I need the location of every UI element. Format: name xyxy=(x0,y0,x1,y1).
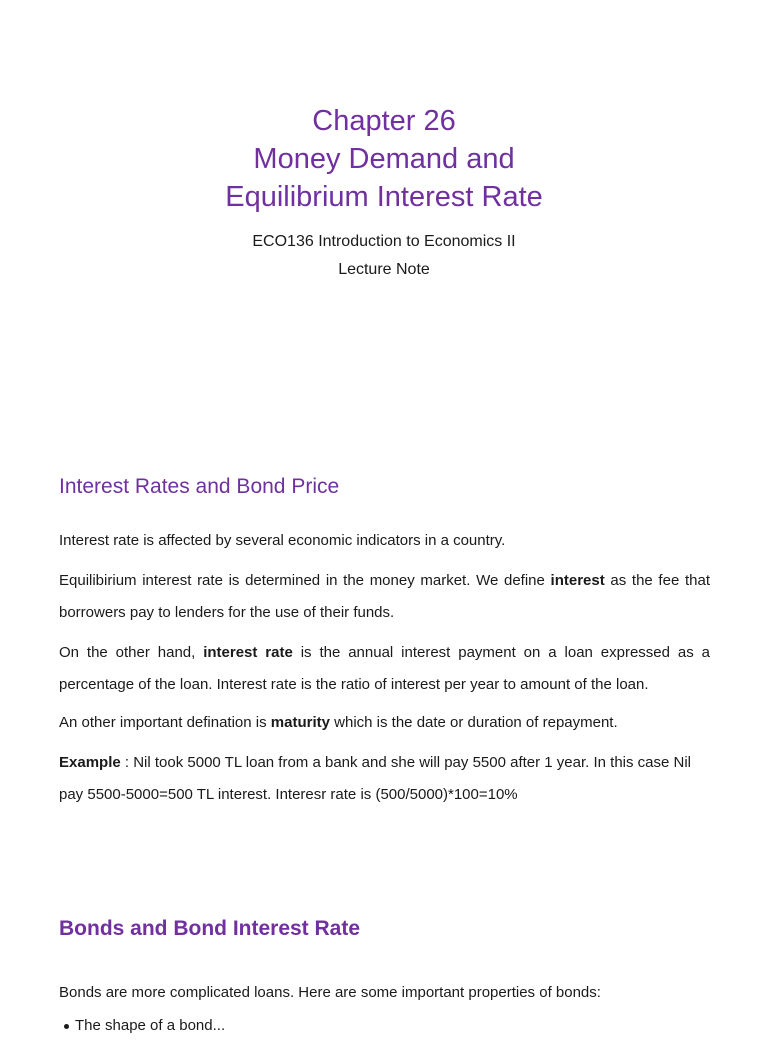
paragraph-text: is the annual interest payment on a loan expressed as a percentage of the loan. Interest rate is the ratio of interest per year to amount of the loan. xyxy=(59,644,710,693)
paragraph-interest-rate-definition xyxy=(59,637,710,700)
section-heading-interest-rates: Interest Rates and Bond Price xyxy=(59,475,340,498)
course-name: ECO136 Introduction to Economics II xyxy=(252,233,516,250)
paragraph-text: An other important defination is xyxy=(59,714,271,731)
term-interest-rate: interest rate xyxy=(203,644,293,661)
paragraph-interest-indicators: Interest rate is affected by several economic indicators in a country. xyxy=(59,532,506,549)
chapter-title-line-2: Money Demand and xyxy=(253,143,515,175)
term-maturity: maturity xyxy=(270,714,330,731)
term-example: Example xyxy=(59,754,121,771)
chapter-title xyxy=(0,102,768,216)
chapter-subtitle xyxy=(0,228,768,284)
bullet-item xyxy=(64,1012,225,1040)
paragraph-text: : Nil took 5000 TL loan from a bank and she will pay 5500 after 1 year. In this case Nil pay 5500-5000=500 TL interest. Interesr rate is (500/5000)*100=10% xyxy=(59,754,692,803)
bullet-text: The shape of a bond... xyxy=(75,1017,226,1034)
paragraph-example xyxy=(59,747,710,810)
paragraph-maturity-definition xyxy=(59,707,710,739)
paragraph-interest-definition xyxy=(59,565,710,628)
document-kind: Lecture Note xyxy=(338,261,430,278)
paragraph-bonds-intro: Bonds are more complicated loans. Here are some important properties of bonds: xyxy=(59,984,601,1001)
paragraph-text: Equilibirium interest rate is determined in the money market. We define xyxy=(59,572,551,589)
bullet-icon xyxy=(64,1024,69,1029)
term-interest: interest xyxy=(550,572,605,589)
section-heading-bonds: Bonds and Bond Interest Rate xyxy=(59,917,361,940)
paragraph-text: which is the date or duration of repayment. xyxy=(329,714,618,731)
paragraph-text: On the other hand, xyxy=(59,644,204,661)
chapter-title-line-3: Equilibrium Interest Rate xyxy=(225,181,543,213)
paragraph-text: as the fee that borrowers pay to lenders for the use of their funds. xyxy=(59,572,710,621)
chapter-title-line-1: Chapter 26 xyxy=(312,105,456,137)
